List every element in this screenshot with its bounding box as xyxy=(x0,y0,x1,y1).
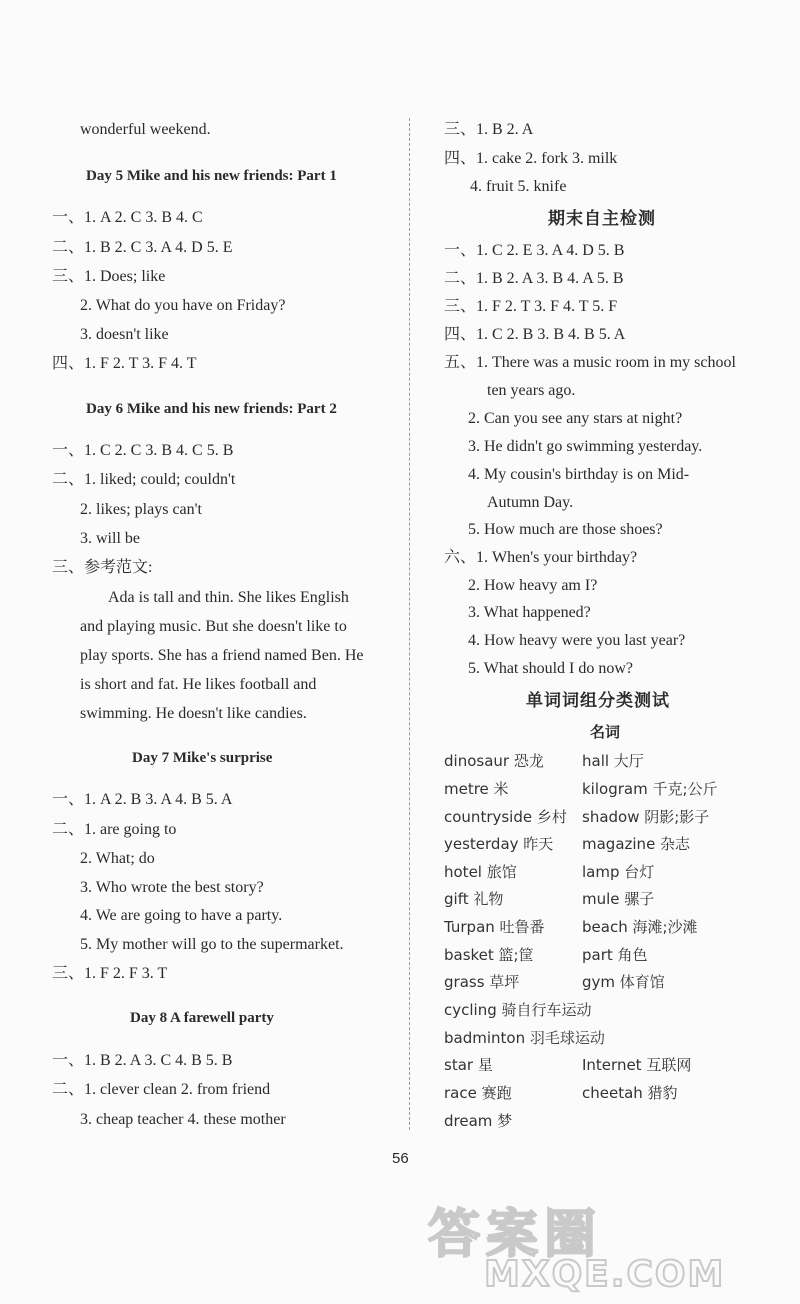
answer-line: 二、1. clever clean 2. from friend xyxy=(52,1081,271,1098)
answer-line: 5. What should I do now? xyxy=(468,660,634,677)
vocab-item: hotel 旅馆 xyxy=(444,863,517,881)
watermark-en: MXQE.COM xyxy=(484,1254,726,1295)
vocab-item: part 角色 xyxy=(582,946,648,964)
answer-line: 三、1. F 2. T 3. F 4. T 5. F xyxy=(444,298,618,315)
vocab-item: dinosaur 恐龙 xyxy=(444,752,544,770)
day6-heading: Day 6 Mike and his new friends: Part 2 xyxy=(86,401,337,417)
answer-line: 2. likes; plays can't xyxy=(80,501,202,518)
answer-line: 2. What do you have on Friday? xyxy=(80,297,286,314)
day7-heading: Day 7 Mike's surprise xyxy=(132,750,273,766)
column-divider xyxy=(409,118,410,1130)
vocab-item: lamp 台灯 xyxy=(582,863,655,881)
answer-line: 一、1. B 2. A 3. C 4. B 5. B xyxy=(52,1052,233,1069)
vocab-item: countryside 乡村 xyxy=(444,808,567,826)
answer-line: ten years ago. xyxy=(487,382,576,399)
essay-line: and playing music. But she doesn't like to xyxy=(80,618,347,635)
vocab-item: basket 篮;筐 xyxy=(444,946,534,964)
answer-line: 三、1. Does; like xyxy=(52,268,166,285)
noun-subheading: 名词 xyxy=(590,723,621,741)
answer-line: Autumn Day. xyxy=(487,494,574,511)
watermark-logo xyxy=(428,1192,788,1300)
day8-heading: Day 8 A farewell party xyxy=(130,1010,274,1026)
page-number: 56 xyxy=(392,1150,409,1167)
answer-line: 4. My cousin's birthday is on Mid- xyxy=(468,466,690,483)
answer-line: 5. How much are those shoes? xyxy=(468,521,663,538)
answer-line: 2. How heavy am I? xyxy=(468,577,598,594)
text-line: wonderful weekend. xyxy=(80,121,211,138)
essay-line: is short and fat. He likes football and xyxy=(80,676,317,693)
answer-line: 一、1. A 2. C 3. B 4. C xyxy=(52,209,203,226)
day5-heading: Day 5 Mike and his new friends: Part 1 xyxy=(86,168,337,184)
answer-line: 2. What; do xyxy=(80,850,155,867)
answer-line: 4. fruit 5. knife xyxy=(470,178,567,195)
answer-line: 三、参考范文: xyxy=(52,559,153,576)
vocab-item: shadow 阴影;影子 xyxy=(582,808,710,826)
vocab-item: magazine 杂志 xyxy=(582,835,691,853)
answer-line: 2. Can you see any stars at night? xyxy=(468,410,683,427)
vocab-item: yesterday 昨天 xyxy=(444,835,554,853)
vocab-item: Turpan 吐鲁番 xyxy=(444,918,545,936)
answer-line: 4. How heavy were you last year? xyxy=(468,632,686,649)
answer-line: 三、1. F 2. F 3. T xyxy=(52,965,168,982)
answer-line: 3. Who wrote the best story? xyxy=(80,879,264,896)
answer-line: 3. will be xyxy=(80,530,140,547)
answer-line: 5. My mother will go to the supermarket. xyxy=(80,936,344,953)
essay-line: swimming. He doesn't like candies. xyxy=(80,705,307,722)
vocab-item: metre 米 xyxy=(444,780,509,798)
answer-line: 五、1. There was a music room in my school xyxy=(444,354,736,371)
answer-line: 四、1. F 2. T 3. F 4. T xyxy=(52,355,197,372)
essay-line: play sports. She has a friend named Ben. He xyxy=(80,647,364,664)
answer-line: 3. doesn't like xyxy=(80,326,169,343)
watermark-cn: 答案圈 xyxy=(428,1205,603,1265)
final-test-heading: 期末自主检测 xyxy=(548,209,656,229)
answer-line: 一、1. C 2. C 3. B 4. C 5. B xyxy=(52,442,234,459)
vocab-item: cycling 骑自行车运动 xyxy=(444,1001,592,1019)
vocab-item: kilogram 千克;公斤 xyxy=(582,780,718,798)
answer-line: 二、1. B 2. C 3. A 4. D 5. E xyxy=(52,239,233,256)
vocab-item: beach 海滩;沙滩 xyxy=(582,918,698,936)
vocab-item: dream 梦 xyxy=(444,1112,513,1130)
answer-line: 四、1. C 2. B 3. B 4. B 5. A xyxy=(444,326,626,343)
vocab-item: race 赛跑 xyxy=(444,1084,512,1102)
vocab-item: badminton 羽毛球运动 xyxy=(444,1029,605,1047)
answer-line: 二、1. B 2. A 3. B 4. A 5. B xyxy=(444,270,624,287)
vocab-item: Internet 互联网 xyxy=(582,1056,692,1074)
vocab-item: star 星 xyxy=(444,1056,493,1074)
vocab-heading: 单词词组分类测试 xyxy=(526,691,670,711)
answer-line: 三、1. B 2. A xyxy=(444,121,534,138)
answer-line: 二、1. liked; could; couldn't xyxy=(52,471,236,488)
vocab-item: gym 体育馆 xyxy=(582,973,665,991)
answer-line: 一、1. C 2. E 3. A 4. D 5. B xyxy=(444,242,625,259)
answer-line: 二、1. are going to xyxy=(52,821,177,838)
answer-line: 六、1. When's your birthday? xyxy=(444,549,638,566)
vocab-item: hall 大厅 xyxy=(582,752,644,770)
answer-line: 四、1. cake 2. fork 3. milk xyxy=(444,150,618,167)
answer-line: 3. What happened? xyxy=(468,604,591,621)
essay-line: Ada is tall and thin. She likes English xyxy=(108,589,349,606)
vocab-item: cheetah 猎豹 xyxy=(582,1084,678,1102)
vocab-item: mule 骡子 xyxy=(582,890,655,908)
vocab-item: grass 草坪 xyxy=(444,973,520,991)
answer-line: 4. We are going to have a party. xyxy=(80,907,283,924)
vocab-item: gift 礼物 xyxy=(444,890,504,908)
answer-line: 3. He didn't go swimming yesterday. xyxy=(468,438,703,455)
answer-line: 3. cheap teacher 4. these mother xyxy=(80,1111,286,1128)
answer-line: 一、1. A 2. B 3. A 4. B 5. A xyxy=(52,791,233,808)
